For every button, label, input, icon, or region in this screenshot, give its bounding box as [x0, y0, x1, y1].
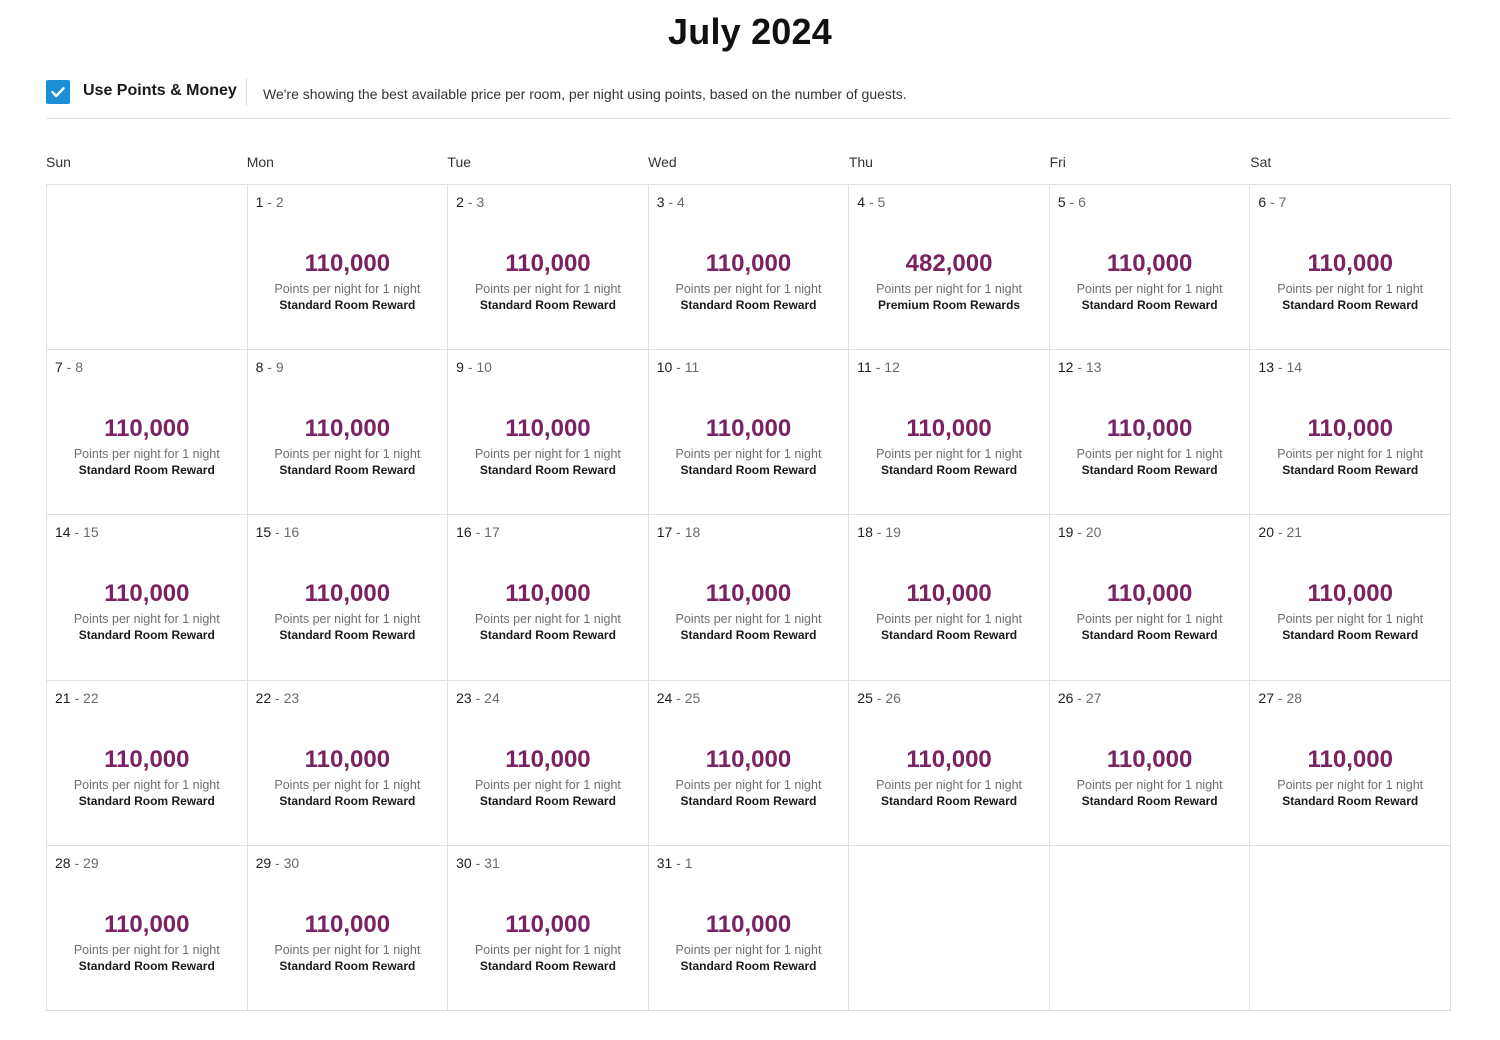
- date-range: [1058, 194, 1086, 210]
- reward-type: Standard Room Reward: [1081, 463, 1218, 478]
- date-separator: -: [463, 359, 477, 376]
- points-subtitle: Points per night for 1 night: [274, 612, 421, 627]
- reward-type: Standard Room Reward: [1282, 298, 1419, 312]
- points-subtitle: Points per night for 1 night: [675, 777, 822, 792]
- reward-type: Standard Room Reward: [1081, 793, 1218, 808]
- reward-type: Standard Room Reward: [479, 793, 616, 808]
- calendar-day-cell[interactable]: [849, 185, 1050, 350]
- calendar-day-cell[interactable]: [1250, 350, 1451, 515]
- date-separator: -: [1274, 359, 1287, 376]
- date-separator: -: [271, 854, 284, 871]
- reward-type: Standard Room Reward: [78, 628, 215, 643]
- check-out-date: 4: [676, 194, 685, 210]
- reward-type: Standard Room Reward: [479, 958, 616, 973]
- points-subtitle: Points per night for 1 night: [274, 447, 421, 462]
- date-range: [1058, 359, 1102, 375]
- points-subtitle: Points per night for 1 night: [675, 447, 822, 462]
- reward-type: Standard Room Reward: [680, 793, 817, 808]
- reward-type: Standard Room Reward: [680, 628, 817, 643]
- points-price: 110,000: [906, 415, 992, 443]
- points-price: 110,000: [1106, 580, 1193, 608]
- points-subtitle: Points per night for 1 night: [1076, 282, 1223, 296]
- calendar-day-cell[interactable]: [1050, 350, 1251, 515]
- calendar-day-cell[interactable]: [448, 681, 649, 846]
- calendar-cell-empty: [47, 185, 248, 350]
- date-separator: -: [263, 194, 276, 210]
- check-out-date: 3: [476, 194, 485, 210]
- date-range: [456, 855, 500, 871]
- points-price: 110,000: [505, 745, 591, 773]
- check-in-date: 23: [456, 689, 472, 706]
- points-price: 110,000: [705, 415, 792, 443]
- check-in-date: 21: [55, 689, 71, 706]
- calendar-day-cell[interactable]: [248, 350, 449, 515]
- points-price: 482,000: [905, 250, 993, 277]
- points-subtitle: Points per night for 1 night: [1076, 612, 1223, 627]
- points-price: 110,000: [104, 415, 190, 443]
- points-subtitle: Points per night for 1 night: [73, 942, 220, 957]
- check-in-date: 4: [857, 194, 866, 210]
- calendar-day-cell[interactable]: [1250, 681, 1451, 846]
- checkmark-icon: [49, 83, 67, 101]
- date-range: [256, 524, 300, 540]
- calendar-cell-empty: [1050, 846, 1251, 1011]
- calendar-day-cell[interactable]: [248, 185, 449, 350]
- date-separator: -: [865, 194, 878, 210]
- points-price: 110,000: [1307, 415, 1393, 443]
- points-price: 110,000: [505, 580, 591, 608]
- check-out-date: 23: [283, 689, 300, 706]
- check-in-date: 16: [456, 524, 472, 541]
- check-out-date: 12: [884, 359, 900, 376]
- date-separator: -: [1073, 524, 1086, 541]
- reward-type: Standard Room Reward: [1081, 628, 1218, 643]
- check-in-date: 26: [1057, 689, 1074, 706]
- calendar-day-cell[interactable]: [448, 185, 649, 350]
- check-out-date: 24: [484, 689, 500, 706]
- date-range: [55, 690, 99, 706]
- calendar-day-cell[interactable]: [248, 681, 449, 846]
- weekday-wed: Wed: [648, 154, 677, 170]
- date-range: [256, 359, 284, 375]
- date-separator: -: [1065, 194, 1079, 210]
- check-out-date: 7: [1278, 194, 1287, 210]
- check-in-date: 28: [55, 854, 71, 871]
- check-out-date: 30: [283, 854, 300, 871]
- check-in-date: 3: [656, 194, 665, 210]
- date-range: [657, 194, 685, 210]
- date-range: [1258, 690, 1302, 706]
- calendar-day-cell[interactable]: [649, 185, 850, 350]
- check-out-date: 25: [684, 689, 701, 706]
- check-out-date: 18: [684, 524, 701, 541]
- points-subtitle: Points per night for 1 night: [1277, 282, 1424, 296]
- calendar-day-cell[interactable]: [849, 681, 1050, 846]
- calendar-cell-empty: [849, 846, 1050, 1011]
- points-subtitle: Points per night for 1 night: [474, 612, 621, 627]
- check-out-date: 1: [684, 854, 693, 871]
- reward-type: Standard Room Reward: [1282, 463, 1419, 478]
- points-subtitle: Points per night for 1 night: [876, 777, 1023, 792]
- date-separator: -: [664, 194, 677, 210]
- points-subtitle: Points per night for 1 night: [675, 282, 822, 296]
- date-separator: -: [70, 524, 84, 541]
- points-subtitle: Points per night for 1 night: [474, 942, 621, 957]
- check-in-date: 22: [255, 689, 272, 706]
- date-range: [857, 194, 885, 210]
- points-money-options: [46, 78, 1451, 119]
- check-out-date: 22: [83, 689, 99, 706]
- check-out-date: 17: [484, 524, 500, 541]
- calendar-day-cell[interactable]: [248, 846, 449, 1011]
- date-range: [1258, 524, 1302, 540]
- reward-type: Standard Room Reward: [479, 463, 616, 478]
- reward-type: Standard Room Reward: [279, 463, 416, 478]
- check-in-date: 27: [1258, 689, 1274, 706]
- check-in-date: 14: [55, 524, 71, 541]
- date-range: [1258, 359, 1302, 375]
- date-range: [1058, 524, 1102, 540]
- calendar-day-cell[interactable]: [1050, 681, 1251, 846]
- check-in-date: 13: [1258, 359, 1274, 376]
- check-in-date: 7: [55, 359, 63, 376]
- reward-type: Standard Room Reward: [680, 298, 817, 312]
- reward-type: Standard Room Reward: [479, 628, 616, 643]
- reward-type: Standard Room Reward: [1282, 793, 1419, 808]
- points-price: 110,000: [906, 580, 992, 608]
- reward-type: Standard Room Reward: [881, 793, 1018, 808]
- points-subtitle: Points per night for 1 night: [274, 942, 421, 957]
- date-range: [55, 359, 83, 375]
- check-in-date: 20: [1258, 524, 1274, 541]
- check-in-date: 5: [1057, 194, 1066, 210]
- date-range: [256, 855, 300, 871]
- weekday-thu: Thu: [848, 154, 873, 170]
- check-in-date: 19: [1057, 524, 1074, 541]
- points-subtitle: Points per night for 1 night: [876, 447, 1023, 462]
- date-separator: -: [62, 359, 76, 376]
- points-subtitle: Points per night for 1 night: [1277, 612, 1424, 627]
- points-subtitle: Points per night for 1 night: [474, 282, 621, 296]
- calendar-day-cell[interactable]: [248, 515, 449, 680]
- calendar-day-cell[interactable]: [448, 846, 649, 1011]
- date-range: [55, 855, 99, 871]
- check-in-date: 10: [656, 359, 673, 376]
- reward-type: Standard Room Reward: [279, 298, 416, 312]
- date-range: [456, 690, 500, 706]
- check-out-date: 28: [1286, 689, 1303, 706]
- date-separator: -: [70, 689, 84, 706]
- check-in-date: 30: [456, 854, 472, 871]
- date-separator: -: [872, 689, 886, 706]
- check-in-date: 9: [456, 359, 464, 376]
- check-in-date: 6: [1258, 194, 1267, 210]
- points-price: 110,000: [505, 910, 591, 938]
- points-price: 110,000: [1307, 250, 1393, 277]
- check-in-date: 18: [857, 524, 873, 541]
- points-subtitle: Points per night for 1 night: [73, 447, 220, 462]
- points-subtitle: Points per night for 1 night: [73, 612, 220, 627]
- points-price: 110,000: [304, 745, 391, 773]
- date-range: [1258, 194, 1286, 210]
- calendar-day-cell[interactable]: [849, 515, 1050, 680]
- date-range: [857, 359, 900, 375]
- calendar-day-cell[interactable]: [47, 350, 248, 515]
- date-range: [657, 524, 701, 540]
- reward-type: Standard Room Reward: [279, 628, 416, 643]
- pricing-info-text: We're showing the best available price per room, per night using points, based on the number of guests.: [263, 86, 907, 102]
- date-separator: -: [672, 854, 685, 871]
- points-subtitle: Points per night for 1 night: [1076, 447, 1223, 462]
- weekday-fri: Fri: [1049, 154, 1066, 170]
- check-in-date: 24: [656, 689, 673, 706]
- date-range: [456, 194, 484, 210]
- points-price: 110,000: [906, 745, 992, 773]
- reward-type: Standard Room Reward: [881, 463, 1018, 478]
- calendar-day-cell[interactable]: [47, 681, 248, 846]
- check-out-date: 13: [1085, 359, 1102, 376]
- calendar-day-cell[interactable]: [649, 681, 850, 846]
- calendar-day-cell[interactable]: [47, 846, 248, 1011]
- check-out-date: 27: [1085, 689, 1102, 706]
- check-out-date: 5: [877, 194, 886, 210]
- reward-type: Standard Room Reward: [680, 463, 817, 478]
- points-subtitle: Points per night for 1 night: [274, 282, 421, 296]
- points-price: 110,000: [705, 910, 792, 938]
- calendar-day-cell[interactable]: [47, 515, 248, 680]
- calendar-day-cell[interactable]: [649, 846, 850, 1011]
- points-price: 110,000: [505, 250, 591, 277]
- check-in-date: 1: [255, 194, 264, 210]
- date-separator: -: [871, 359, 885, 376]
- points-subtitle: Points per night for 1 night: [474, 447, 621, 462]
- use-points-money-checkbox[interactable]: [46, 80, 70, 104]
- check-out-date: 31: [484, 854, 500, 871]
- points-subtitle: Points per night for 1 night: [675, 612, 822, 627]
- reward-type: Standard Room Reward: [78, 793, 215, 808]
- reward-type: Standard Room Reward: [1282, 628, 1419, 643]
- calendar-grid: [46, 184, 1451, 1011]
- date-range: [456, 359, 492, 375]
- date-separator: -: [1073, 359, 1086, 376]
- check-out-date: 11: [684, 359, 700, 376]
- calendar-day-cell[interactable]: [649, 350, 850, 515]
- points-price: 110,000: [1106, 250, 1193, 277]
- date-separator: -: [872, 524, 886, 541]
- points-price: 110,000: [705, 250, 792, 277]
- check-out-date: 2: [275, 194, 284, 210]
- date-range: [456, 524, 500, 540]
- points-subtitle: Points per night for 1 night: [1076, 777, 1223, 792]
- points-subtitle: Points per night for 1 night: [474, 777, 621, 792]
- points-subtitle: Points per night for 1 night: [1277, 777, 1424, 792]
- points-subtitle: Points per night for 1 night: [73, 777, 220, 792]
- check-in-date: 17: [656, 524, 673, 541]
- calendar-day-cell[interactable]: [849, 350, 1050, 515]
- date-separator: -: [471, 689, 485, 706]
- check-out-date: 14: [1286, 359, 1303, 376]
- calendar-day-cell[interactable]: [1050, 185, 1251, 350]
- date-range: [657, 855, 693, 871]
- weekday-sat: Sat: [1250, 154, 1272, 170]
- date-range: [1058, 690, 1102, 706]
- date-range: [857, 690, 901, 706]
- check-out-date: 15: [83, 524, 99, 541]
- date-separator: -: [1073, 689, 1086, 706]
- weekday-sun: Sun: [46, 154, 71, 170]
- points-price: 110,000: [104, 580, 190, 608]
- points-price: 110,000: [705, 580, 792, 608]
- points-price: 110,000: [505, 415, 591, 443]
- check-in-date: 29: [255, 854, 272, 871]
- points-subtitle: Points per night for 1 night: [1277, 447, 1424, 462]
- check-out-date: 10: [476, 359, 492, 376]
- calendar-day-cell[interactable]: [448, 350, 649, 515]
- points-subtitle: Points per night for 1 night: [876, 612, 1023, 627]
- points-subtitle: Points per night for 1 night: [876, 282, 1023, 296]
- points-price: 110,000: [304, 415, 391, 443]
- points-subtitle: Points per night for 1 night: [675, 942, 822, 957]
- reward-type: Standard Room Reward: [78, 463, 215, 478]
- check-in-date: 31: [656, 854, 673, 871]
- reward-type: Standard Room Reward: [881, 628, 1018, 643]
- date-range: [657, 359, 700, 375]
- calendar-day-cell[interactable]: [649, 515, 850, 680]
- date-separator: -: [1266, 194, 1279, 210]
- check-out-date: 6: [1078, 194, 1086, 210]
- weekday-header: [46, 154, 1451, 174]
- check-out-date: 16: [283, 524, 300, 541]
- points-price: 110,000: [705, 745, 792, 773]
- check-in-date: 12: [1057, 359, 1074, 376]
- points-price: 110,000: [104, 910, 190, 938]
- check-out-date: 26: [885, 689, 901, 706]
- date-separator: -: [672, 524, 685, 541]
- points-price: 110,000: [304, 910, 391, 938]
- date-separator: -: [672, 359, 685, 376]
- date-range: [256, 690, 300, 706]
- check-out-date: 8: [75, 359, 84, 376]
- date-separator: -: [1274, 524, 1287, 541]
- calendar-day-cell[interactable]: [1250, 185, 1451, 350]
- date-separator: -: [672, 689, 685, 706]
- calendar-day-cell[interactable]: [1250, 515, 1451, 680]
- calendar-day-cell[interactable]: [1050, 515, 1251, 680]
- reward-type: Standard Room Reward: [680, 958, 817, 973]
- date-range: [657, 690, 701, 706]
- check-out-date: 19: [885, 524, 901, 541]
- date-separator: -: [1274, 689, 1287, 706]
- date-separator: -: [271, 689, 284, 706]
- reward-type: Standard Room Reward: [1081, 298, 1218, 312]
- date-range: [256, 194, 284, 210]
- date-range: [55, 524, 99, 540]
- reward-type: Standard Room Reward: [78, 958, 215, 973]
- check-in-date: 8: [255, 359, 264, 376]
- points-price: 110,000: [304, 580, 391, 608]
- check-out-date: 20: [1085, 524, 1102, 541]
- use-points-money-label[interactable]: Use Points & Money: [83, 82, 237, 99]
- calendar-cell-empty: [1250, 846, 1451, 1011]
- check-out-date: 9: [275, 359, 284, 376]
- reward-type: Premium Room Rewards: [878, 298, 1021, 312]
- points-price: 110,000: [1307, 580, 1393, 608]
- check-out-date: 29: [83, 854, 99, 871]
- weekday-tue: Tue: [447, 154, 472, 170]
- check-out-date: 21: [1286, 524, 1303, 541]
- check-in-date: 11: [857, 359, 872, 376]
- points-price: 110,000: [104, 745, 190, 773]
- points-price: 110,000: [1106, 745, 1193, 773]
- date-separator: -: [463, 194, 477, 210]
- points-price: 110,000: [1307, 745, 1393, 773]
- points-price: 110,000: [304, 250, 391, 277]
- reward-type: Standard Room Reward: [279, 793, 416, 808]
- reward-type: Standard Room Reward: [479, 298, 616, 312]
- check-in-date: 15: [255, 524, 272, 541]
- date-separator: -: [263, 359, 276, 376]
- date-separator: -: [471, 524, 485, 541]
- options-divider: [246, 78, 247, 106]
- weekday-mon: Mon: [246, 154, 274, 170]
- date-separator: -: [70, 854, 84, 871]
- points-subtitle: Points per night for 1 night: [274, 777, 421, 792]
- date-separator: -: [271, 524, 284, 541]
- points-price: 110,000: [1106, 415, 1193, 443]
- check-in-date: 25: [857, 689, 873, 706]
- calendar-day-cell[interactable]: [448, 515, 649, 680]
- reward-type: Standard Room Reward: [279, 958, 416, 973]
- check-in-date: 2: [456, 194, 464, 210]
- month-title: July 2024: [668, 11, 832, 52]
- date-range: [857, 524, 901, 540]
- date-separator: -: [471, 854, 485, 871]
